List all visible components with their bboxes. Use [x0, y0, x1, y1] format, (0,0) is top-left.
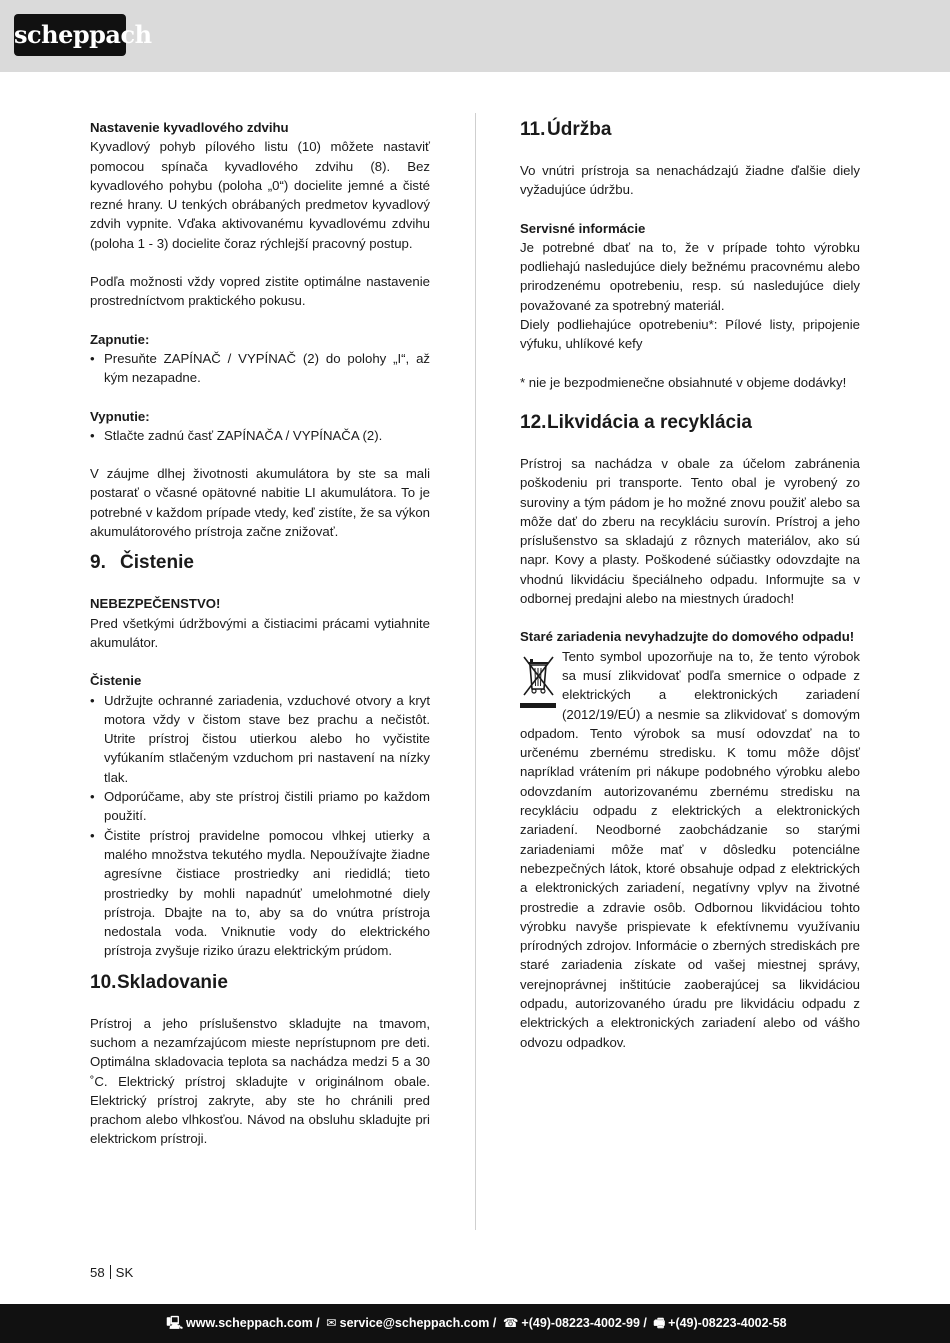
- section-title: Likvidácia a recyklácia: [547, 411, 752, 433]
- page-language: SK: [115, 1265, 134, 1280]
- section-heading-cleaning: [90, 551, 430, 575]
- footer-website-link[interactable]: www.scheppach.com /: [186, 1316, 320, 1330]
- switch-on-list: [90, 349, 430, 388]
- section-number: 11.: [520, 119, 546, 140]
- cleaning-title: Čistenie: [90, 673, 142, 689]
- old-devices-title: Staré zariadenia nevyhadzujte do domového odpadu!: [520, 629, 855, 645]
- section-number: 9.: [90, 552, 106, 574]
- section-title: Čistenie: [120, 552, 194, 574]
- danger-title: NEBEZPEČENSTVO!: [90, 596, 221, 612]
- note-text: * nie je bezpodmienečne obsiahnuté v objeme dodávky!: [520, 374, 847, 390]
- list-item: • Čistite prístroj pravidelne pomocou vlhkej utierky a malého množstva tekutého mydla. Nepoužívajte žiadne agresívne čistiace prostriedky ani riedidlá; tieto prostriedky by mohli napadnúť umelohmotné diely prístroja. Dbajte na to, aby sa do vnútra prístroja nedostala voda. Vniknutie vody do elektrického prístroja zvyšuje riziko úrazu elektrickým prúdom.: [90, 826, 430, 961]
- section-heading-disposal: [520, 411, 860, 435]
- footer-fax: +(49)-08223-4002-58: [668, 1316, 787, 1330]
- cleaning-list: [90, 691, 430, 961]
- storage-text: Prístroj a jeho príslušenstvo skladujte na tmavom, suchom a nezamŕzajúcom mieste neprístupnom pre deti. Optimálna skladovacia teplota sa nachádza medzi 5 a 30 ˚C. Elektrický prístroj skladujte v originálnom obale. Elektrický prístroj zakryte, aby ste ho chránili pred prachom alebo vlhkosťou. Návod na obsluhu skladujte pri elektrickom prístroji.: [90, 1015, 430, 1147]
- footer-bar: [0, 1304, 950, 1343]
- page-number: [90, 1265, 133, 1280]
- pendulum-text-2: Podľa možnosti vždy vopred zistite optimálne nastavenie prostredníctvom praktického pokusu.: [90, 274, 430, 309]
- scheppach-logo: scheppach: [14, 14, 126, 56]
- fax-icon: 🖷: [653, 1316, 666, 1330]
- pendulum-text: Kyvadlový pohyb pílového listu (10) môžete nastaviť pomocou spínača kyvadlového zdvihu (8). Bez kyvadlového pohybu (poloha „0“) docielite jemné a čisté rezné hrany. U tenkých obrábaných predmetov kyvadlový zdvih vypnite. Vďaka aktivovanému kyvadlovému zdvihu (poloha 1 - 3) docielite čoraz rýchlejší pracovný postup.: [90, 139, 430, 251]
- list-item: • Stlačte zadnú časť ZAPÍNAČA / VYPÍNAČA (2).: [90, 426, 430, 445]
- maintenance-text: Vo vnútri prístroja sa nenachádzajú žiadne ďalšie diely vyžadujúce údržbu.: [520, 163, 860, 198]
- switch-on-title: Zapnutie:: [90, 331, 150, 347]
- email-icon: ✉: [326, 1316, 337, 1330]
- section-heading-storage: [90, 971, 430, 995]
- header-band: [0, 0, 950, 72]
- pendulum-title: Nastavenie kyvadlového zdvihu: [90, 120, 289, 135]
- switch-off-list: [90, 426, 430, 445]
- footer-email-link[interactable]: service@scheppach.com /: [339, 1316, 497, 1330]
- list-item: • Odporúčame, aby ste prístroj čistili priamo po každom použití.: [90, 787, 430, 826]
- danger-text: Pred všetkými údržbovými a čistiacimi prácami vytiahnite akumulátor.: [90, 615, 430, 650]
- service-title: Servisné informácie: [520, 220, 646, 236]
- section-number: 10.: [90, 971, 117, 993]
- service-text: Je potrebné dbať na to, že v prípade tohto výrobku podliehajú nasledujúce diely bežnému pracovnému alebo prirodzenému opotrebeniu, resp. sú nasledujúce diely považované za spotrebný materiál.: [520, 239, 860, 313]
- phone-icon: ☎: [502, 1316, 519, 1330]
- weee-text: Tento symbol upozorňuje na to, že tento výrobok sa musí zlikvidovať podľa smernice o odpade z elektrických a elektronických zariadení (2012/19/EÚ) a nesmie sa zlikvidovať s domovým odpadom. Tento výrobok sa musí odovzdať na to určenému zbernému stredisku. K tomu môže dôjsť napríklad vrátením pri nákupe podobného výrobku alebo odovzdaním autorizovanému zbernému stredisku na recykláciu odpadu z elektrických a elektronických zariadení. Neodborné zaobchádzanie so starými zariadeniami môže mať v dôsledku potenciálne nebezpečných látok, ktoré obsahuje odpad z elektrických a elektronických zariadení, negatívny vplyv na životné prostredie a zdravie osôb. Odbornou likvidáciou tohto výrobku navyše prispievate k efektívnemu využívaniu prírodných zdrojov. Informácie o zberných strediskách pre staré zariadenia získate od vašej miestnej správy, verejnoprávnej inštitúcie zaoberajúcej sa likvidáciou odpadu, autorizovaného úradu pre likvidáciu odpadu z elektrických a elektronických zariadení alebo od vášho odvozu odpadkov.: [520, 648, 860, 1050]
- section-number: 12.: [520, 411, 547, 433]
- wear-parts-text: Diely podliehajúce opotrebeniu*: Pílové listy, pripojenie výfuku, uhlíkové kefy: [520, 317, 860, 352]
- weee-block: [520, 647, 860, 1052]
- list-item: • Presuňte ZAPÍNAČ / VYPÍNAČ (2) do polohy „I“, až kým nezapadne.: [90, 349, 430, 388]
- left-column: [90, 118, 430, 1149]
- list-item: • Udržujte ochranné zariadenia, vzduchové otvory a kryt motora vždy v čistom stave bez prachu a nečistôt. Utrite prístroj čistou utierkou alebo ho vyčistite vyfúkaním stlačeným vzduchom pri nastavení na nízky tlak.: [90, 691, 430, 787]
- recycling-text: Prístroj sa nachádza v obale za účelom zabránenia poškodeniu pri transporte. Tento obal je vyrobený zo suroviny a tým pádom je ho možné znovu použiť alebo sa môže dať do zberu na recykláciu surovín. Prístroj a jeho príslušenstvo sa skladajú z rôznych materiálov, ako sú napr. Kovy a plasty. Poškodené súčiastky odovzdajte na vhodnú likvidáciu špeciálneho odpadu. Informujte sa v odbornej predajni alebo na miestnych úradoch!: [520, 455, 860, 607]
- right-column: [520, 118, 860, 1052]
- section-heading-maintenance: [520, 118, 860, 142]
- column-divider: [475, 113, 476, 1230]
- battery-text: V záujme dlhej životnosti akumulátora by ste sa mali postarať o včasné opätovné nabitie LI akumulátora. To je potrebné v každom prípade vtedy, keď zistíte, že sa výkon akumulátorového prístroja začne znižovať.: [90, 466, 430, 540]
- crossed-bin-icon: [520, 649, 558, 713]
- section-title: Skladovanie: [117, 971, 228, 993]
- section-title: Údržba: [547, 119, 612, 140]
- switch-off-title: Vypnutie:: [90, 408, 150, 424]
- computer-icon: 🖳: [166, 1316, 184, 1330]
- page-number-value: 58: [90, 1265, 105, 1280]
- footer-phone: +(49)-08223-4002-99 /: [521, 1316, 647, 1330]
